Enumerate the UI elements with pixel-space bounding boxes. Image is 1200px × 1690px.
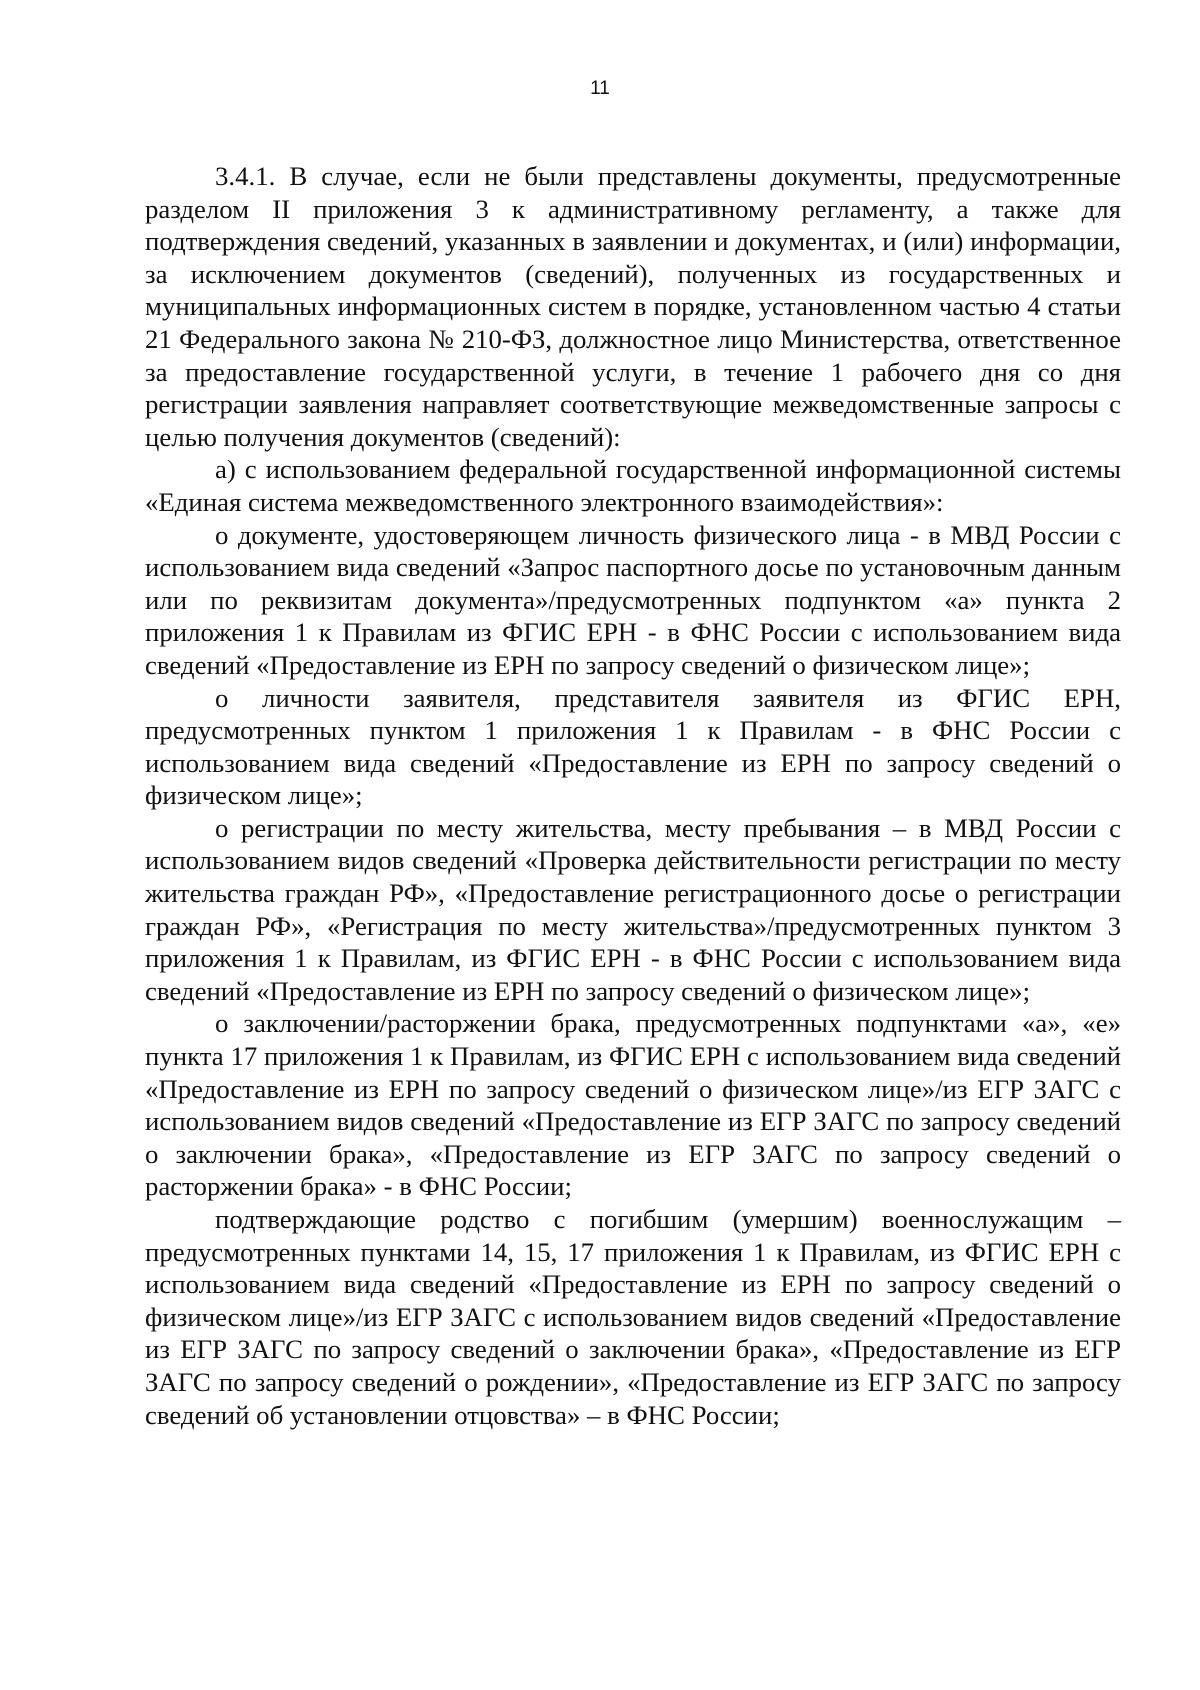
paragraph-residence-registration: о регистрации по месту жительства, месту пребывания – в МВД России с использованием видов сведений «Проверка действительности регистрации по месту жительства граждан РФ», «Предоставление регистрационного досье о регистрации граждан РФ», «Регистрация по месту жительства»/предусмотренных пунктом 3 приложения 1 к Правилам, из ФГИС ЕРН - в ФНС России с использованием вида сведений «Предоставление из ЕРН по запросу сведений о физическом лице»; <box>145 812 1121 1006</box>
paragraph-3-4-1: 3.4.1. В случае, если не были представлены документы, предусмотренные разделом II приложения 3 к административному регламенту, а также для подтверждения сведений, указанных в заявлении и документах, и (или) информации, за исключением документов (сведений), полученных из государственных и муниципальных информационных систем в порядке, установленном частью 4 статьи 21 Федерального закона № 210-ФЗ, должностное лицо Министерства, ответственное за предоставление государственной услуги, в течение 1 рабочего дня со дня регистрации заявления направляет соответствующие межведомственные запросы с целью получения документов (сведений): <box>145 161 1121 452</box>
document-body <box>145 160 1121 1431</box>
paragraph-kinship-confirmation: подтверждающие родство с погибшим (умершим) военнослужащим – предусмотренных пунктами 14, 15, 17 приложения 1 к Правилам, из ФГИС ЕРН с использованием вида сведений «Предоставление из ЕРН по запросу сведений о физическом лице»/из ЕГР ЗАГС с использованием видов сведений «Предоставление из ЕГР ЗАГС по запросу сведений о заключении брака», «Предоставление из ЕГР ЗАГС по запросу сведений о рождении», «Предоставление из ЕГР ЗАГС по запросу сведений об установлении отцовства» – в ФНС России; <box>145 1204 1121 1430</box>
paragraph-item-a: а) с использованием федеральной государственной информационной системы «Единая система межведомственного электронного взаимодействия»: <box>145 454 1121 517</box>
paragraph-applicant-identity: о личности заявителя, представителя заявителя из ФГИС ЕРН, предусмотренных пунктом 1 приложения 1 к Правилам - в ФНС России с использованием вида сведений «Предоставление из ЕРН по запросу сведений о физическом лице»; <box>145 682 1121 811</box>
paragraph-marriage-divorce: о заключении/расторжении брака, предусмотренных подпунктами «а», «е» пункта 17 приложения 1 к Правилам, из ФГИС ЕРН с использованием вида сведений «Предоставление из ЕРН по запросу сведений о физическом лице»/из ЕГР ЗАГС с использованием видов сведений «Предоставление из ЕГР ЗАГС по запросу сведений о заключении брака», «Предоставление из ЕГР ЗАГС по запросу сведений о расторжении брака» - в ФНС России; <box>145 1008 1121 1202</box>
page-number: 11 <box>590 78 610 99</box>
paragraph-identity-document: о документе, удостоверяющем личность физического лица - в МВД России с использованием вида сведений «Запрос паспортного досье по установочным данным или по реквизитам документа»/предусмотренных подпунктом «а» пункта 2 приложения 1 к Правилам из ФГИС ЕРН - в ФНС России с использованием вида сведений «Предоставление из ЕРН по запросу сведений о физическом лице»; <box>145 519 1121 680</box>
